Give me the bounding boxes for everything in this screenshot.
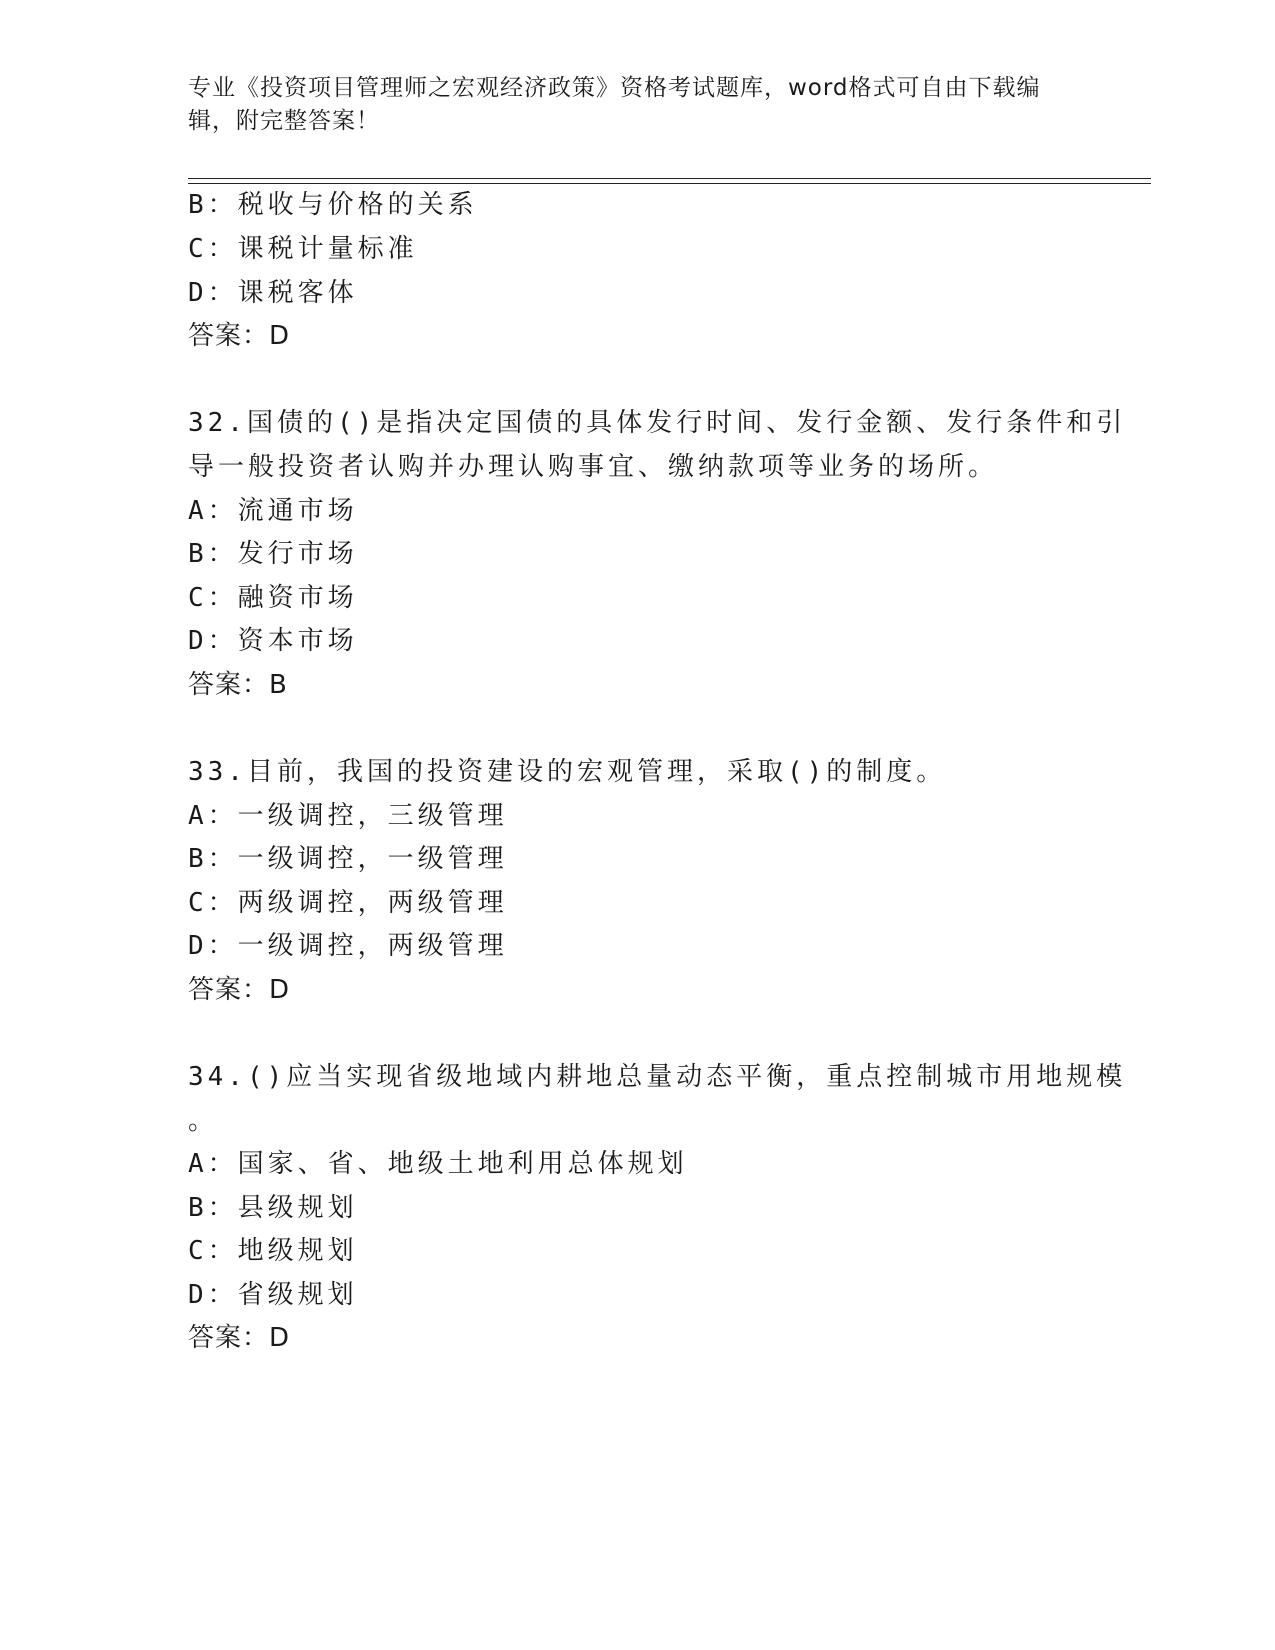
q34-option-b: B：县级规划	[188, 1193, 358, 1223]
q34-answer: 答案：D	[188, 1323, 291, 1353]
header-divider-top	[188, 178, 1151, 179]
q34-option-c: C：地级规划	[188, 1236, 358, 1266]
q31-option-b: B：税收与价格的关系	[188, 190, 478, 220]
q33-option-c: C：两级调控，两级管理	[188, 888, 508, 918]
q34-stem-line-1: 34.()应当实现省级地域内耕地总量动态平衡，重点控制城市用地规模	[188, 1062, 1127, 1092]
q34-option-d: D：省级规划	[188, 1280, 358, 1310]
q32-option-b: B：发行市场	[188, 539, 358, 569]
q34-option-a: A：国家、省、地级土地利用总体规划	[188, 1149, 688, 1179]
q31-answer: 答案：D	[188, 321, 291, 351]
q31-option-c: C：课税计量标准	[188, 234, 418, 264]
header-divider-bottom	[188, 183, 1151, 184]
q32-answer: 答案：B	[188, 670, 288, 700]
q32-option-a: A：流通市场	[188, 496, 358, 526]
q33-answer: 答案：D	[188, 975, 291, 1005]
page-header: 专业《投资项目管理师之宏观经济政策》资格考试题库，word格式可自由下载编辑，附完整答案！	[188, 75, 1041, 134]
q33-option-d: D：一级调控，两级管理	[188, 931, 508, 961]
q34-stem-line-2: 。	[188, 1106, 219, 1136]
q33-option-b: B：一级调控，一级管理	[188, 844, 508, 874]
q32-option-d: D：资本市场	[188, 626, 358, 656]
q33-stem-line-1: 33.目前，我国的投资建设的宏观管理，采取()的制度。	[188, 757, 947, 787]
q32-stem-line-1: 32.国债的()是指决定国债的具体发行时间、发行金额、发行条件和引	[188, 408, 1127, 438]
q32-option-c: C：融资市场	[188, 583, 358, 613]
q31-option-d: D：课税客体	[188, 278, 358, 308]
q32-stem-line-2: 导一般投资者认购并办理认购事宜、缴纳款项等业务的场所。	[188, 452, 999, 482]
q33-option-a: A：一级调控，三级管理	[188, 801, 508, 831]
